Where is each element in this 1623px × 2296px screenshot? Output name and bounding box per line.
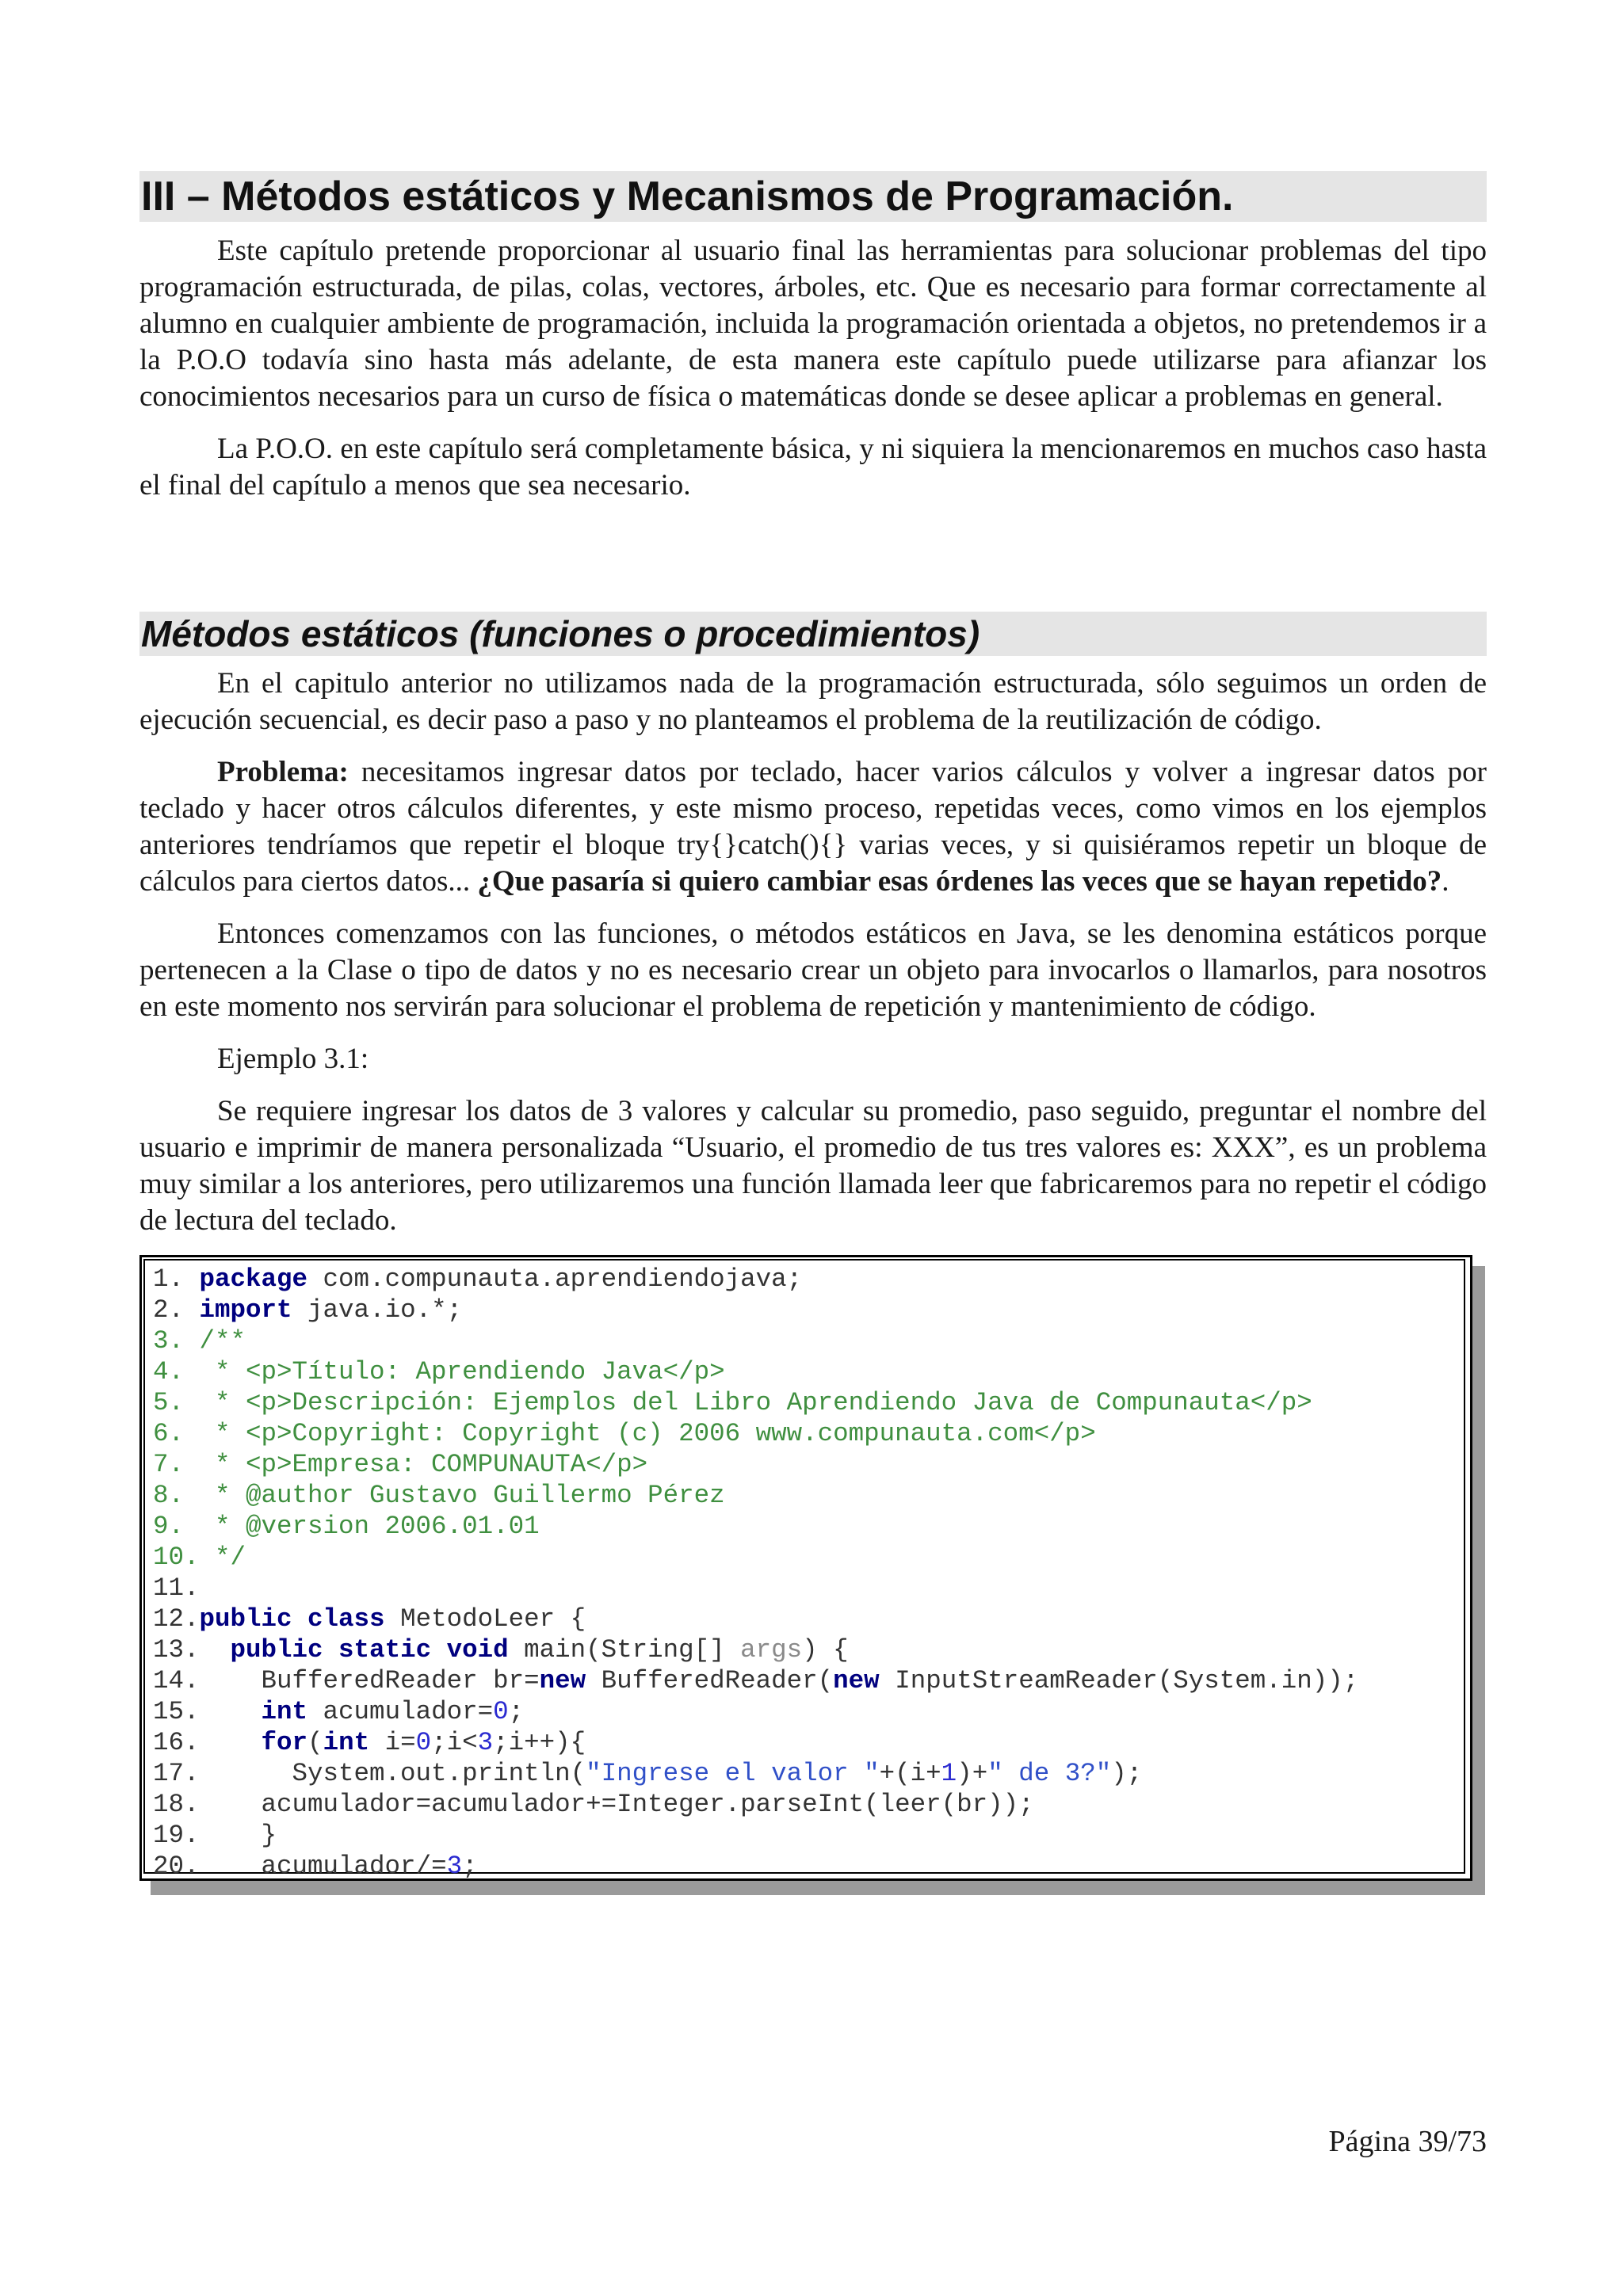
code-token: import bbox=[199, 1295, 292, 1325]
page-number: Página 39/73 bbox=[1328, 2125, 1487, 2158]
section-paragraph-4: Se requiere ingresar los datos de 3 valores y calcular su promedio, paso seguido, preguntar el nombre del usuario e imprimir de manera personalizada “Usuario, el promedio de tus tres valores es: XXX”, es un problema muy similar a los anteriores, pero utilizaremos una función llamada leer que fabricaremos para no repetir el código de lectura del teclado. bbox=[139, 1095, 1487, 1237]
code-box bbox=[139, 1255, 1472, 1881]
code-line bbox=[153, 1573, 1464, 1604]
section-paragraph-1: En el capitulo anterior no utilizamos nada de la programación estructurada, sólo seguimos un orden de ejecución secuencial, es decir paso a paso y no planteamos el problema de la reutilización de código. bbox=[139, 667, 1487, 736]
code-token: ; bbox=[508, 1697, 525, 1726]
code-token: new bbox=[833, 1666, 880, 1695]
code-token: 2. bbox=[153, 1295, 200, 1325]
code-token: int bbox=[261, 1697, 308, 1726]
code-line bbox=[153, 1820, 1464, 1851]
code-token: 7. * <p>Empresa: COMPUNAUTA</p> bbox=[153, 1450, 648, 1479]
code-line bbox=[153, 1696, 1464, 1727]
code-token: 13. bbox=[153, 1635, 231, 1665]
code-token: 12. bbox=[153, 1604, 200, 1634]
code-token: 14. bbox=[153, 1666, 262, 1695]
code-line bbox=[153, 1325, 1464, 1356]
code-token: 16. bbox=[153, 1728, 262, 1757]
chapter-intro-paragraph: Este capítulo pretende proporcionar al usuario final las herramientas para solucionar problemas del tipo programación estructurada, de pilas, colas, vectores, árboles, etc. Que es necesario para formar correctamente al alumno en cualquier ambiente de programación, incluida la programación orientada a objetos, no pretendemos ir a la P.O.O todavía sino hasta más adelante, de esta manera este capítulo puede utilizarse para afianzar los conocimientos necesarios para un curso de física o matemáticas donde se desee aplicar a problemas en general. bbox=[139, 235, 1487, 413]
code-token: for bbox=[261, 1728, 308, 1757]
code-token: 6. * <p>Copyright: Copyright (c) 2006 www.compunauta.com</p> bbox=[153, 1419, 1096, 1448]
code-line bbox=[153, 1480, 1464, 1511]
code-token: 1 bbox=[941, 1759, 957, 1788]
code-token: ) { bbox=[802, 1635, 849, 1665]
code-line bbox=[153, 1356, 1464, 1387]
code-token: ;i++){ bbox=[493, 1728, 586, 1757]
code-line bbox=[153, 1604, 1464, 1634]
code-line bbox=[153, 1542, 1464, 1573]
code-token: 0 bbox=[493, 1697, 509, 1726]
code-token: java.io.*; bbox=[292, 1295, 463, 1325]
code-token: 18. bbox=[153, 1790, 262, 1819]
code-token: 4. * <p>Título: Aprendiendo Java</p> bbox=[153, 1357, 725, 1386]
example-label: Ejemplo 3.1: bbox=[217, 1043, 369, 1075]
code-token: 5. * <p>Descripción: Ejemplos del Libro Aprendiendo Java de Compunauta</p> bbox=[153, 1388, 1312, 1417]
code-token: 9. * @version 2006.01.01 bbox=[153, 1512, 540, 1541]
code-token: 20. bbox=[153, 1852, 262, 1881]
code-token: )+ bbox=[957, 1759, 988, 1788]
chapter-poo-paragraph: La P.O.O. en este capítulo será completamente básica, y ni siquiera la mencionaremos en muchos caso hasta el final del capítulo a menos que sea necesario. bbox=[139, 433, 1487, 502]
code-token: System.out.println( bbox=[292, 1759, 586, 1788]
code-line bbox=[153, 1511, 1464, 1542]
code-token: MetodoLeer { bbox=[384, 1604, 586, 1634]
code-token: ( bbox=[307, 1728, 323, 1757]
code-line bbox=[153, 1851, 1464, 1882]
page-content bbox=[139, 171, 1487, 1895]
code-token: ; bbox=[462, 1852, 478, 1881]
code-token: acumulador=acumulador+=Integer.parseInt(leer(br)); bbox=[261, 1790, 1034, 1819]
code-line bbox=[153, 1387, 1464, 1418]
code-token: BufferedReader br= bbox=[261, 1666, 540, 1695]
code-token: 19. bbox=[153, 1821, 262, 1850]
code-token: acumulador= bbox=[307, 1697, 494, 1726]
chapter-title: III – Métodos estáticos y Mecanismos de Programación. bbox=[139, 171, 1487, 222]
problem-end: . bbox=[1442, 865, 1449, 898]
problem-question: ¿Que pasaría si quiero cambiar esas órdenes las veces que se hayan repetido? bbox=[477, 865, 1442, 898]
code-line bbox=[153, 1758, 1464, 1789]
code-block bbox=[143, 1259, 1465, 1881]
code-line bbox=[153, 1264, 1464, 1295]
code-token: 3. /** bbox=[153, 1326, 246, 1356]
problem-text: necesitamos ingresar datos por teclado, hacer varios cálculos y volver a ingresar datos por teclado y hacer otros cálculos diferentes, y este mismo proceso, repetidas veces, como vimos en los ejemplos anteriores tendríamos que repetir el bloque try{}catch(){} varias veces, y si quisiéramos repetir un bloque de cálculos para ciertos datos... bbox=[139, 756, 1487, 898]
code-token: int bbox=[323, 1728, 370, 1757]
code-token: 8. * @author Gustavo Guillermo Pérez bbox=[153, 1481, 725, 1510]
code-line bbox=[153, 1789, 1464, 1820]
code-line bbox=[153, 1634, 1464, 1665]
code-token: "Ingrese el valor " bbox=[586, 1759, 880, 1788]
code-token: BufferedReader( bbox=[586, 1666, 834, 1695]
code-token: com.compunauta.aprendiendojava; bbox=[307, 1264, 803, 1294]
code-line bbox=[153, 1449, 1464, 1480]
code-listing bbox=[139, 1255, 1487, 1895]
code-token: ); bbox=[1111, 1759, 1143, 1788]
problem-paragraph bbox=[139, 754, 1487, 900]
code-token: InputStreamReader(System.in)); bbox=[879, 1666, 1359, 1695]
section-paragraph-3: Entonces comenzamos con las funciones, o métodos estáticos en Java, se les denomina estáticos porque pertenecen a la Clase o tipo de datos y no es necesario crear un objeto para invocarlos o llamarlos, para nosotros en este momento nos servirán para solucionar el problema de repetición y mantenimiento de código. bbox=[139, 917, 1487, 1023]
code-token: main(String[] bbox=[508, 1635, 741, 1665]
code-token: +(i+ bbox=[879, 1759, 941, 1788]
code-token: 17. bbox=[153, 1759, 292, 1788]
code-token: } bbox=[261, 1821, 277, 1850]
code-token: 10. */ bbox=[153, 1543, 246, 1572]
code-token: args bbox=[740, 1635, 803, 1665]
code-token: new bbox=[539, 1666, 586, 1695]
code-line bbox=[153, 1295, 1464, 1325]
code-token: 3 bbox=[446, 1852, 463, 1881]
code-token: 1. bbox=[153, 1264, 200, 1294]
code-line bbox=[153, 1665, 1464, 1696]
code-token: public static void bbox=[230, 1635, 509, 1665]
code-token: 11. bbox=[153, 1573, 200, 1603]
code-token: package bbox=[199, 1264, 308, 1294]
problem-label: Problema: bbox=[217, 756, 349, 788]
code-token: " de 3?" bbox=[987, 1759, 1112, 1788]
code-token: acumulador/= bbox=[261, 1852, 447, 1881]
code-line bbox=[153, 1727, 1464, 1758]
section-title: Métodos estáticos (funciones o procedimientos) bbox=[139, 612, 1487, 656]
code-token: 15. bbox=[153, 1697, 262, 1726]
code-token: 0 bbox=[415, 1728, 432, 1757]
code-token: i= bbox=[369, 1728, 416, 1757]
code-token: ;i< bbox=[431, 1728, 478, 1757]
code-token: 3 bbox=[477, 1728, 494, 1757]
code-line bbox=[153, 1418, 1464, 1449]
code-token: public class bbox=[199, 1604, 385, 1634]
